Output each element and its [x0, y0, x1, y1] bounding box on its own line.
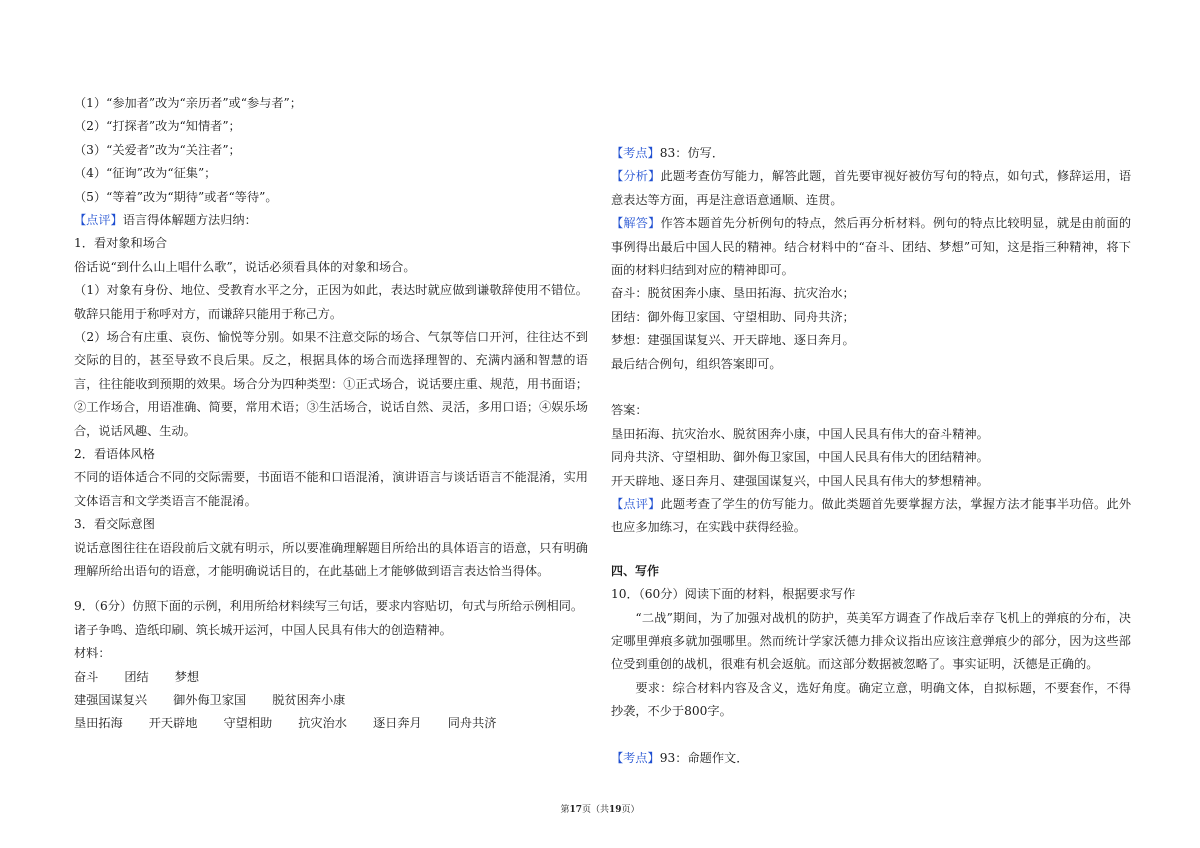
kaodian-2-tag: 【考点】 — [611, 750, 660, 765]
answer-1: 垦田拓海、抗灾治水、脱贫困奔小康，中国人民具有伟大的奋斗精神。 — [611, 426, 989, 441]
section-1-paragraph-3: （2）场合有庄重、哀伤、愉悦等分别。如果不注意交际的场合、气氛等信口开河，往往达不到交际的目的，甚至导致不良后果。反之，根据具体的场合而选择理智的、充满内涵和智慧的语言，往往能收到预期的效果。场合分为四种类型：①正式场合，说话要庄重、规范，用书面语；②工作场合，用语准确、简要，常用术语；③生活场合，说话自然、灵活，多用口语；④娱乐场合，说话风趣、生动。 — [74, 329, 588, 438]
fix-3: （3）“关爱者”改为“关注者”； — [74, 142, 241, 157]
question-9-title: 9．（6分）仿照下面的示例，利用所给材料续写三句话，要求内容贴切，句式与所给示例相同。 — [74, 599, 584, 614]
kaodian-line — [611, 142, 1131, 165]
material-item: 逐日奔月 — [373, 716, 422, 731]
section-2-paragraph: 不同的语体适合不同的交际需要，书面语不能和口语混淆，演讲语言与谈话语言不能混淆，实用文体语言和文学类语言不能混淆。 — [74, 470, 588, 508]
material-item: 守望相助 — [223, 716, 273, 731]
footer-prefix: 第 — [560, 805, 570, 815]
review-paragraph — [611, 493, 1131, 540]
material-item: 团结 — [124, 669, 149, 684]
fix-2: （2）“打探者”改为“知情者”； — [74, 119, 241, 134]
answer-3: 开天辟地、逐日奔月、建强国谋复兴，中国人民具有伟大的梦想精神。 — [611, 473, 989, 488]
question-10-material: “二战”期间，为了加强对战机的防护，英美军方调查了作战后幸存飞机上的弹痕的分布，决定哪里弹痕多就加强哪里。然而统计学家沃德力排众议指出应该注意弹痕少的部分，因为这些部位受到重创的战机，很难有机会返航。而这部分数据被忽略了。事实证明，沃德是正确的。 — [611, 610, 1131, 672]
material-row-3 — [74, 712, 588, 735]
footer-suffix: 页） — [621, 805, 640, 815]
section-1-paragraph-2: （1）对象有身份、地位、受教育水平之分，正因为如此，表达时就应做到谦敬辞使用不错位。敬辞只能用于称呼对方，而谦辞只能用于称己方。 — [74, 283, 588, 321]
answer-2: 同舟共济、守望相助、御外侮卫家国，中国人民具有伟大的团结精神。 — [611, 450, 989, 465]
analysis-tag: 【分析】 — [611, 169, 661, 184]
fix-4: （4）“征询”改为“征集”； — [74, 166, 217, 181]
material-item: 抗灾治水 — [298, 716, 347, 731]
section-1-title: 1．看对象和场合 — [74, 236, 168, 251]
review-tag: 【点评】 — [74, 212, 123, 227]
review-line — [74, 209, 588, 232]
material-row-1 — [74, 666, 588, 689]
question-9-material-label: 材料： — [74, 646, 111, 661]
footer-total-pages: 19 — [609, 805, 622, 815]
question-9-example: 诸子争鸣、造纸印刷、筑长城开运河，中国人民具有伟大的创造精神。 — [74, 622, 452, 637]
material-item: 同舟共济 — [447, 716, 497, 731]
fix-5: （5）“等着”改为“期待”或者“等待”。 — [74, 189, 278, 204]
section-3-paragraph: 说话意图往往在语段前后文就有明示，所以要准确理解题目所给出的具体语言的语意，只有明确理解所给出语句的语意，才能明确说话目的，在此基础上才能够做到语言表达恰当得体。 — [74, 540, 588, 578]
section-1-paragraph-1: 俗话说“到什么山上唱什么歌”，说话必须看具体的对象和场合。 — [74, 259, 416, 274]
page-footer — [0, 802, 1200, 815]
material-item: 御外侮卫家国 — [173, 692, 247, 707]
answer-paragraph — [611, 212, 1131, 282]
section-2-title: 2．看语体风格 — [74, 446, 155, 461]
material-item: 垦田拓海 — [74, 716, 123, 731]
material-item: 梦想 — [174, 669, 200, 684]
analysis-paragraph — [611, 165, 1131, 212]
material-item: 开天辟地 — [148, 716, 198, 731]
section-3-title: 3．看交际意图 — [74, 517, 155, 532]
review-text: 语言得体解题方法归纳： — [122, 212, 257, 227]
review-text: 此题考查了学生的仿写能力。做此类题首先要掌握方法，掌握方法才能事半功倍。此外也应多加练习，在实践中获得经验。 — [611, 496, 1131, 535]
line-tuanjie: 团结：御外侮卫家国、守望相助、同舟共济； — [611, 309, 855, 324]
line-fendou: 奋斗：脱贫困奔小康、垦田拓海、抗灾治水； — [611, 286, 855, 301]
right-column — [611, 142, 1131, 770]
question-10-requirements: 要求：综合材料内容及含义，选好角度。确定立意，明确文体，自拟标题，不要套作，不得抄袭，不少于800字。 — [611, 680, 1131, 719]
material-item: 脱贫困奔小康 — [272, 692, 346, 707]
kaodian-text: 83：仿写． — [659, 146, 725, 160]
footer-mid: 页（共 — [581, 805, 609, 815]
section-heading: 四、写作 — [611, 563, 660, 578]
kaodian-tag: 【考点】 — [611, 146, 660, 160]
analysis-text: 此题考查仿写能力，解答此题，首先要审视好被仿写句的特点，如句式，修辞运用，语意表达等方面，再是注意语意通顺、连贯。 — [611, 169, 1131, 207]
fix-1: （1）“参加者”改为“亲历者”或“参与者”； — [74, 96, 302, 110]
answer-label: 答案： — [611, 403, 648, 418]
line-final: 最后结合例句，组织答案即可。 — [611, 356, 782, 371]
kaodian-2-line — [611, 747, 1131, 770]
material-item: 奋斗 — [74, 669, 99, 684]
question-10-title: 10．（60分）阅读下面的材料，根据要求写作 — [611, 587, 856, 602]
footer-page-number: 17 — [569, 805, 582, 815]
material-row-2 — [74, 689, 588, 712]
material-item: 建强国谋复兴 — [74, 692, 148, 707]
left-column — [74, 92, 588, 736]
review-tag: 【点评】 — [611, 496, 661, 511]
answer-tag: 【解答】 — [611, 216, 661, 231]
kaodian-2-text: 93：命题作文． — [659, 750, 749, 765]
answer-text: 作答本题首先分析例句的特点，然后再分析材料。例句的特点比较明显，就是由前面的事例得出最后中国人民的精神。结合材料中的“奋斗、团结、梦想”可知，这是指三种精神，将下面的材料归结到对应的精神即可。 — [611, 216, 1131, 278]
line-mengxiang: 梦想：建强国谋复兴、开天辟地、逐日奔月。 — [611, 333, 855, 348]
